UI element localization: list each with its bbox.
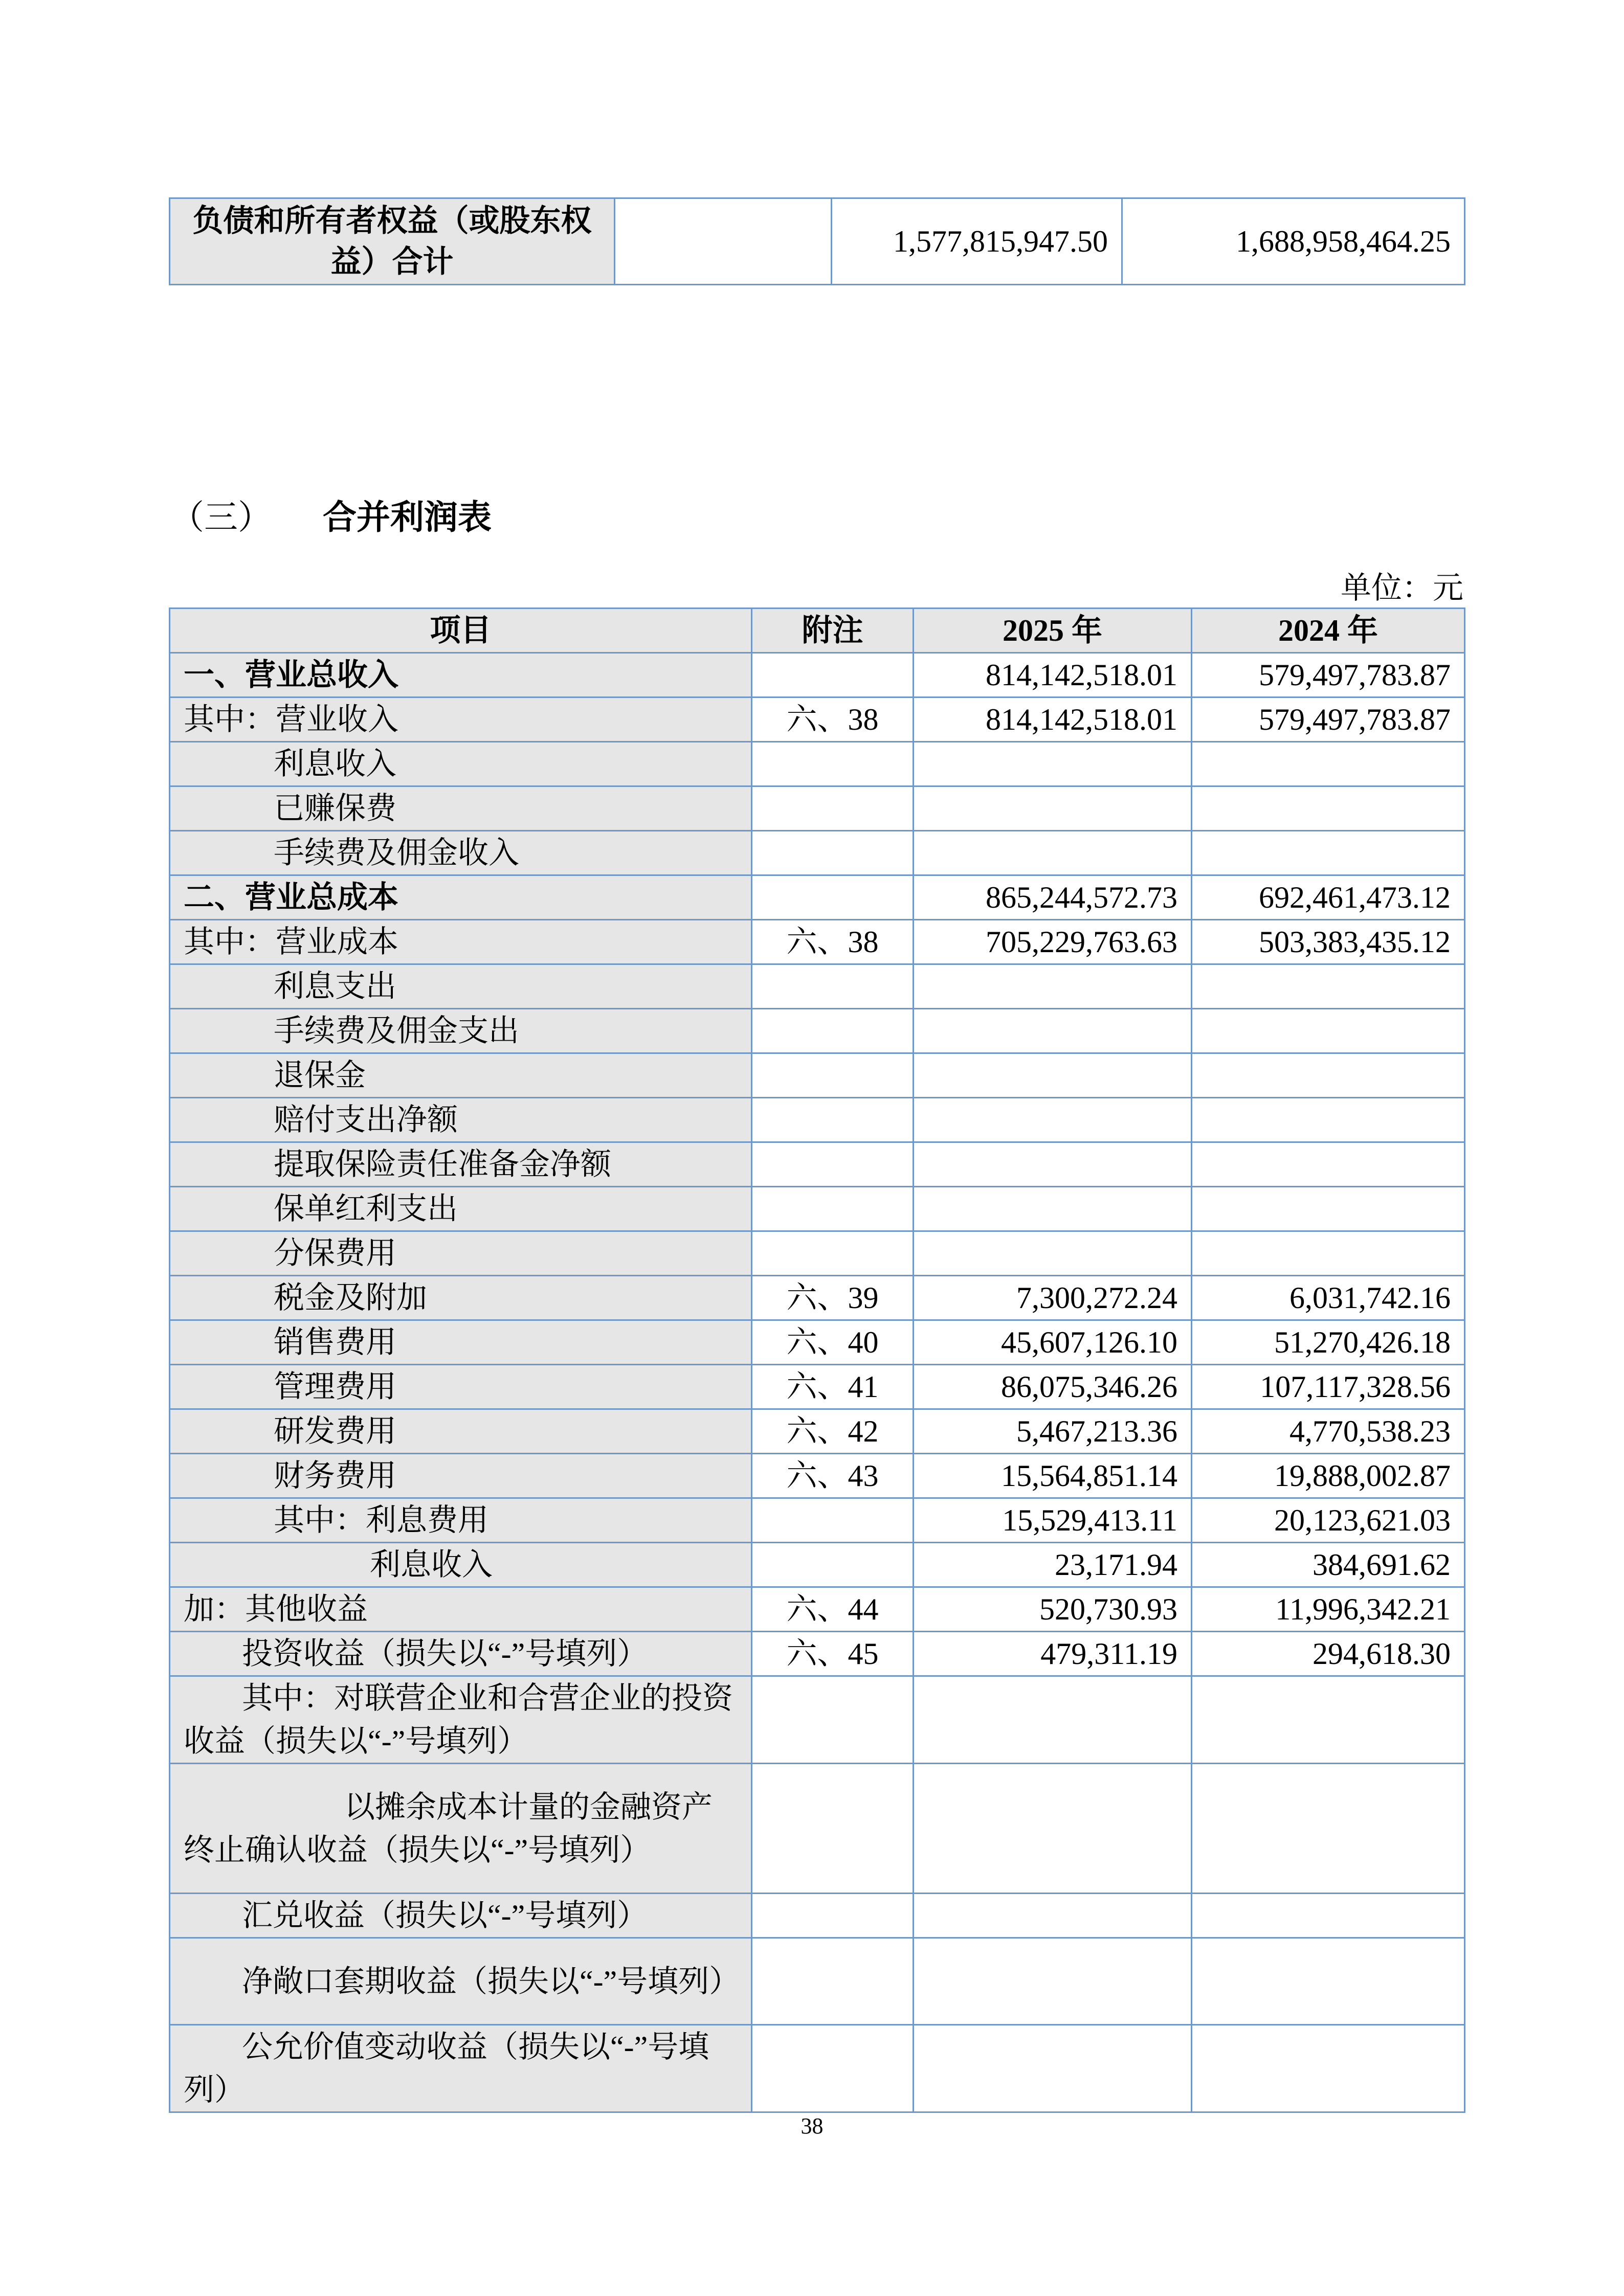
- cell-item: 利息支出: [170, 964, 752, 1009]
- cell-note: 六、38: [752, 697, 914, 742]
- cell-prior: [1192, 742, 1465, 786]
- table-row: [170, 1587, 1465, 1632]
- cell-prior: [1192, 831, 1465, 875]
- cell-note: [752, 1098, 914, 1142]
- table-row: [170, 1498, 1465, 1543]
- table-row: [170, 1187, 1465, 1231]
- cell-prior: 294,618.30: [1192, 1632, 1465, 1676]
- cell-item: 财务费用: [170, 1454, 752, 1498]
- cell-prior: 107,117,328.56: [1192, 1365, 1465, 1409]
- unit-label: 单位：元: [1341, 571, 1463, 605]
- cell-note: [752, 1231, 914, 1276]
- header-prior: 2024 年: [1192, 609, 1465, 653]
- table-row: [170, 1276, 1465, 1320]
- cell-current: [914, 2025, 1192, 2112]
- cell-current: 86,075,346.26: [914, 1365, 1192, 1409]
- income-statement-table: [169, 607, 1465, 2113]
- table-row: [170, 1409, 1465, 1454]
- cell-current: 45,607,126.10: [914, 1320, 1192, 1365]
- cell-current: [914, 786, 1192, 831]
- cell-note: 六、44: [752, 1587, 914, 1632]
- header-current: 2025 年: [914, 609, 1192, 653]
- cell-current: 479,311.19: [914, 1632, 1192, 1676]
- table-row: [170, 1894, 1465, 1938]
- cell-prior: 6,031,742.16: [1192, 1276, 1465, 1320]
- cell-prior: 20,123,621.03: [1192, 1498, 1465, 1543]
- cell-item: 以摊余成本计量的金融资产终止确认收益（损失以“-”号填列）: [170, 1764, 752, 1894]
- cell-note: [752, 964, 914, 1009]
- cell-prior: 11,996,342.21: [1192, 1587, 1465, 1632]
- cell-item: 税金及附加: [170, 1276, 752, 1320]
- cell-current: 7,300,272.24: [914, 1276, 1192, 1320]
- cell-item: 其中：对联营企业和合营企业的投资收益（损失以“-”号填列）: [170, 1676, 752, 1764]
- cell-prior: 503,383,435.12: [1192, 920, 1465, 964]
- cell-note: 六、45: [752, 1632, 914, 1676]
- cell-note: [752, 1676, 914, 1764]
- cell-current: 520,730.93: [914, 1587, 1192, 1632]
- cell-current: [914, 1938, 1192, 2025]
- cell-current: 5,467,213.36: [914, 1409, 1192, 1454]
- table-row: [170, 1676, 1465, 1764]
- cell-prior: [1192, 1009, 1465, 1053]
- cell-item: 其中：利息费用: [170, 1498, 752, 1543]
- cell-current: 814,142,518.01: [914, 697, 1192, 742]
- cell-item: 手续费及佣金收入: [170, 831, 752, 875]
- table-row: [170, 742, 1465, 786]
- cell-note: [752, 1543, 914, 1587]
- cell-prior: [1192, 1231, 1465, 1276]
- table-row: [170, 1320, 1465, 1365]
- cell-current: 15,529,413.11: [914, 1498, 1192, 1543]
- table-row: [170, 1053, 1465, 1098]
- cell-note: 六、42: [752, 1409, 914, 1454]
- table-row: [170, 1231, 1465, 1276]
- cell-current: [914, 1894, 1192, 1938]
- table-header-row: [170, 609, 1465, 653]
- cell-item: 研发费用: [170, 1409, 752, 1454]
- cell-prior: 384,691.62: [1192, 1543, 1465, 1587]
- cell-prior: [1192, 1187, 1465, 1231]
- table-row: [170, 697, 1465, 742]
- cell-note: 六、41: [752, 1365, 914, 1409]
- cell-current: 15,564,851.14: [914, 1454, 1192, 1498]
- table-row: [170, 1365, 1465, 1409]
- cell-note: [752, 653, 914, 697]
- cell-note: [752, 1938, 914, 2025]
- table-row: [170, 1938, 1465, 2025]
- total-prior: 1,688,958,464.25: [1122, 198, 1465, 285]
- cell-current: [914, 964, 1192, 1009]
- cell-note: 六、43: [752, 1454, 914, 1498]
- cell-item: 赔付支出净额: [170, 1098, 752, 1142]
- cell-prior: 579,497,783.87: [1192, 697, 1465, 742]
- table-row: [170, 653, 1465, 697]
- cell-prior: [1192, 1894, 1465, 1938]
- cell-item: 销售费用: [170, 1320, 752, 1365]
- cell-item: 二、营业总成本: [170, 875, 752, 920]
- table-body: [170, 653, 1465, 2112]
- cell-note: [752, 742, 914, 786]
- cell-note: [752, 2025, 914, 2112]
- table-row: [170, 1098, 1465, 1142]
- cell-prior: [1192, 1764, 1465, 1894]
- cell-prior: [1192, 1938, 1465, 2025]
- cell-note: 六、39: [752, 1276, 914, 1320]
- cell-current: 814,142,518.01: [914, 653, 1192, 697]
- header-item: 项目: [170, 609, 752, 653]
- cell-current: [914, 1142, 1192, 1187]
- cell-item: 公允价值变动收益（损失以“-”号填列）: [170, 2025, 752, 2112]
- cell-note: [752, 875, 914, 920]
- cell-current: [914, 1764, 1192, 1894]
- table-row: [170, 1632, 1465, 1676]
- cell-current: [914, 1676, 1192, 1764]
- cell-prior: 19,888,002.87: [1192, 1454, 1465, 1498]
- cell-item: 手续费及佣金支出: [170, 1009, 752, 1053]
- cell-item: 净敞口套期收益（损失以“-”号填列）: [170, 1938, 752, 2025]
- table-row: [170, 1764, 1465, 1894]
- table-row: [170, 1543, 1465, 1587]
- cell-current: 705,229,763.63: [914, 920, 1192, 964]
- table-row: [170, 1142, 1465, 1187]
- cell-note: [752, 1053, 914, 1098]
- cell-current: 23,171.94: [914, 1543, 1192, 1587]
- cell-current: [914, 742, 1192, 786]
- cell-prior: 51,270,426.18: [1192, 1320, 1465, 1365]
- table-row: [170, 786, 1465, 831]
- total-current: 1,577,815,947.50: [832, 198, 1122, 285]
- cell-item: 退保金: [170, 1053, 752, 1098]
- cell-note: [752, 786, 914, 831]
- table-row: [170, 920, 1465, 964]
- cell-prior: [1192, 964, 1465, 1009]
- table-row: [170, 831, 1465, 875]
- cell-prior: [1192, 1053, 1465, 1098]
- section-title-text: 合并利润表: [323, 499, 492, 536]
- balance-total-table: [169, 197, 1465, 285]
- cell-item: 分保费用: [170, 1231, 752, 1276]
- cell-item: 其中：营业收入: [170, 697, 752, 742]
- cell-item: 已赚保费: [170, 786, 752, 831]
- cell-item: 一、营业总收入: [170, 653, 752, 697]
- cell-prior: 692,461,473.12: [1192, 875, 1465, 920]
- cell-item: 利息收入: [170, 742, 752, 786]
- cell-note: 六、38: [752, 920, 914, 964]
- cell-prior: [1192, 1676, 1465, 1764]
- cell-item: 利息收入: [170, 1543, 752, 1587]
- cell-note: [752, 1187, 914, 1231]
- cell-item: 提取保险责任准备金净额: [170, 1142, 752, 1187]
- table-row: [170, 1454, 1465, 1498]
- cell-prior: 579,497,783.87: [1192, 653, 1465, 697]
- table-row: [170, 875, 1465, 920]
- cell-item: 保单红利支出: [170, 1187, 752, 1231]
- cell-prior: [1192, 2025, 1465, 2112]
- cell-note: [752, 1142, 914, 1187]
- cell-note: [752, 1009, 914, 1053]
- cell-current: [914, 1187, 1192, 1231]
- cell-note: [752, 831, 914, 875]
- cell-item: 其中：营业成本: [170, 920, 752, 964]
- cell-current: [914, 1009, 1192, 1053]
- cell-note: [752, 1894, 914, 1938]
- cell-note: 六、40: [752, 1320, 914, 1365]
- table-row: [170, 964, 1465, 1009]
- table-row: [170, 2025, 1465, 2112]
- page-number: 38: [800, 2113, 824, 2139]
- section-number: （三）: [170, 499, 272, 536]
- cell-prior: [1192, 1098, 1465, 1142]
- total-label: 负债和所有者权益（或股东权益）合计: [170, 198, 615, 285]
- cell-prior: [1192, 786, 1465, 831]
- cell-current: 865,244,572.73: [914, 875, 1192, 920]
- table-row: [170, 198, 1465, 285]
- cell-current: [914, 1053, 1192, 1098]
- cell-item: 加：其他收益: [170, 1587, 752, 1632]
- cell-prior: [1192, 1142, 1465, 1187]
- section-title: [170, 490, 492, 538]
- cell-current: [914, 1098, 1192, 1142]
- total-note: [615, 198, 832, 285]
- cell-note: [752, 1764, 914, 1894]
- cell-item: 汇兑收益（损失以“-”号填列）: [170, 1894, 752, 1938]
- cell-note: [752, 1498, 914, 1543]
- cell-item: 管理费用: [170, 1365, 752, 1409]
- table-row: [170, 1009, 1465, 1053]
- cell-item: 投资收益（损失以“-”号填列）: [170, 1632, 752, 1676]
- header-note: 附注: [752, 609, 914, 653]
- cell-current: [914, 831, 1192, 875]
- cell-current: [914, 1231, 1192, 1276]
- cell-prior: 4,770,538.23: [1192, 1409, 1465, 1454]
